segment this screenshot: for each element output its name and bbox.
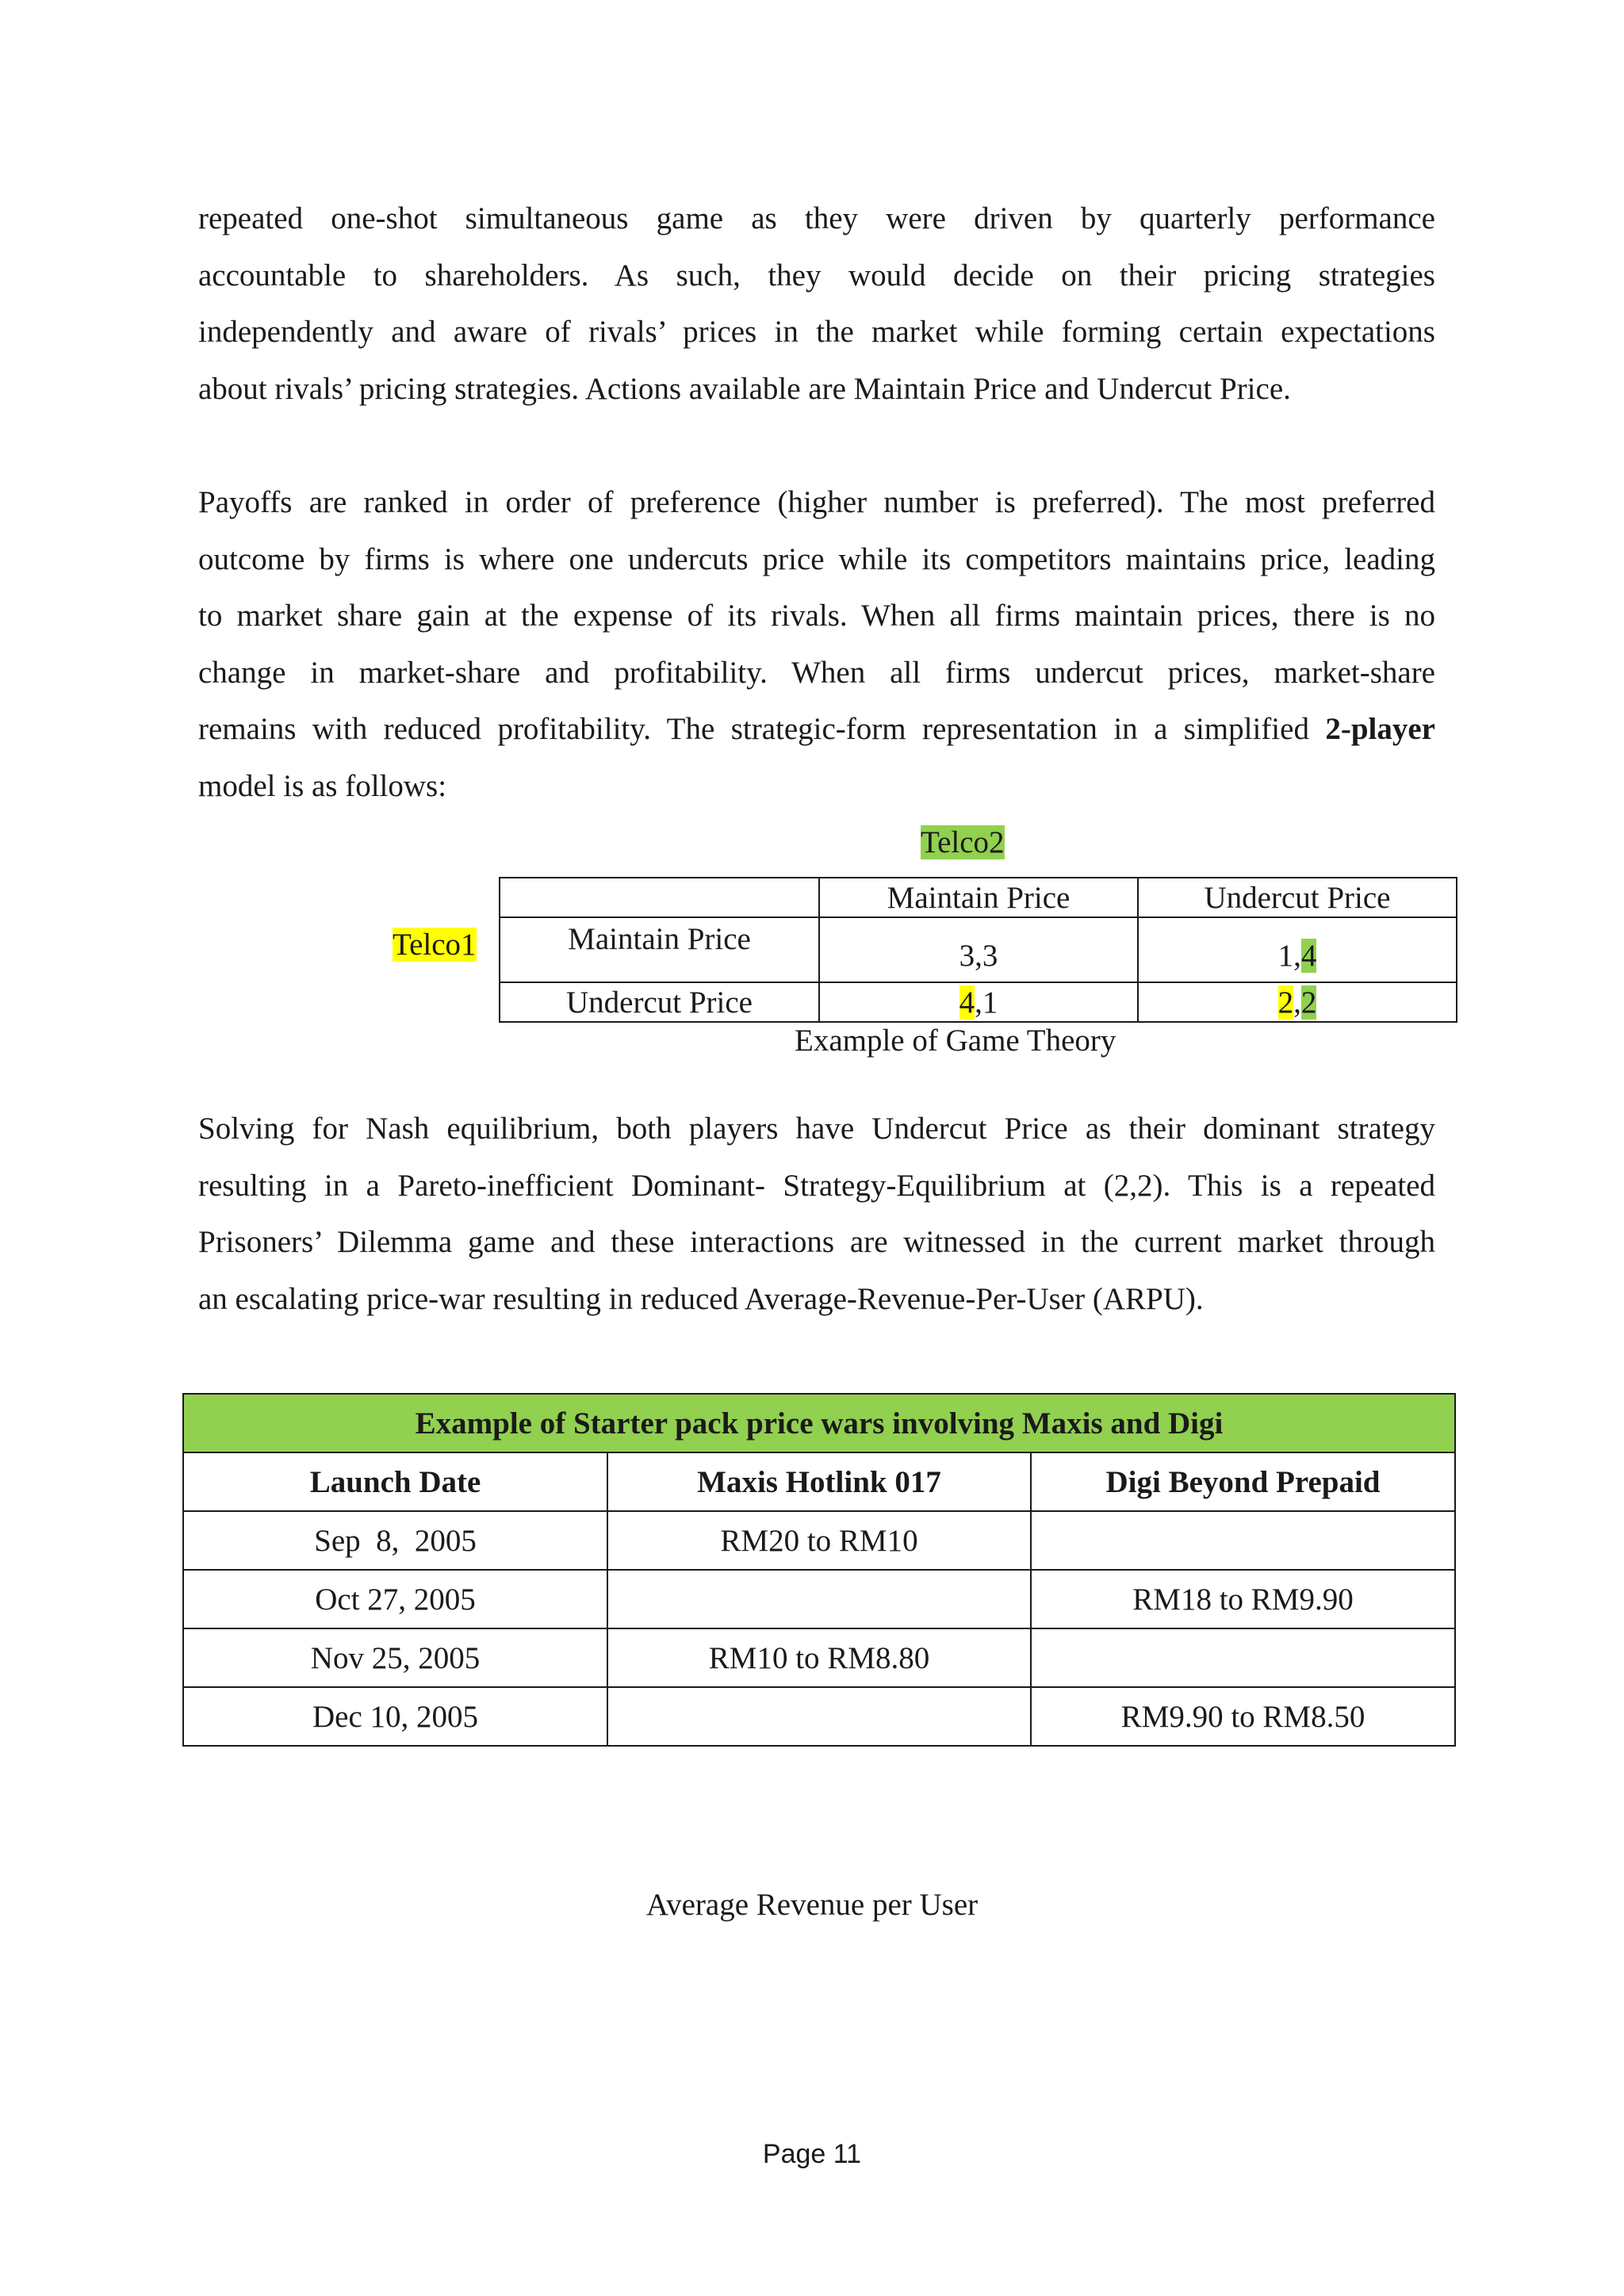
matrix-col-header: Maintain Price: [819, 878, 1138, 917]
payoff-comma: ,: [975, 938, 982, 973]
digi-cell: RM9.90 to RM8.50: [1031, 1687, 1455, 1746]
telco1-label: Telco1: [393, 928, 477, 962]
matrix-corner-cell: [500, 878, 819, 917]
maxis-cell: [607, 1687, 1031, 1746]
paragraph-payoffs: [198, 474, 1435, 814]
text-line: an escalating price-war resulting in reduced Average-Revenue-Per-User (ARPU).: [198, 1281, 1204, 1316]
starter-pack-table: [182, 1393, 1456, 1747]
text-line: to market share gain at the expense of its rivals. When all firms maintain prices, there is no: [198, 599, 1435, 633]
paragraph-nash: [198, 1100, 1435, 1327]
digi-cell: [1031, 1511, 1455, 1570]
table-row: [183, 1570, 1455, 1628]
payoff-telco1: 1: [1277, 938, 1294, 973]
payoff-cell: [1138, 982, 1457, 1022]
payoff-comma: ,: [1293, 938, 1301, 973]
text-line: Prisoners’ Dilemma game and these interactions are witnessed in the current market through: [198, 1225, 1435, 1259]
payoff-telco2-best: 2: [1300, 985, 1317, 1020]
matrix-row-header: Maintain Price: [500, 917, 819, 982]
text-line: resulting in a Pareto-inefficient Dominant- Strategy-Equilibrium at (2,2). This is a repeated: [198, 1168, 1435, 1203]
matrix-header-row: [500, 878, 1457, 917]
matrix-row: [500, 982, 1457, 1022]
table-row: [183, 1687, 1455, 1746]
matrix-row-header: Undercut Price: [500, 982, 819, 1022]
table-row: [183, 1511, 1455, 1570]
matrix-col-header: Undercut Price: [1138, 878, 1457, 917]
text-line: Solving for Nash equilibrium, both players have Undercut Price as their dominant strategy: [198, 1112, 1435, 1146]
payoff-cell: [819, 982, 1138, 1022]
launch-date-cell: Oct 27, 2005: [183, 1570, 607, 1628]
bold-text: 2-player: [1325, 712, 1435, 746]
payoff-telco2: 1: [982, 985, 998, 1020]
payoff-comma: ,: [975, 985, 982, 1020]
launch-date-cell: Dec 10, 2005: [183, 1687, 607, 1746]
launch-date-cell: Nov 25, 2005: [183, 1628, 607, 1687]
payoff-comma: ,: [1293, 985, 1301, 1020]
text-line: change in market-share and profitability. When all firms undercut prices, market-share: [198, 655, 1435, 690]
arpu-heading: Average Revenue per User: [645, 1888, 979, 1922]
payoff-cell: [819, 917, 1138, 982]
table-title-row: [183, 1394, 1455, 1452]
digi-cell: RM18 to RM9.90: [1031, 1570, 1455, 1628]
game-theory-matrix: [499, 877, 1457, 1023]
maxis-cell: [607, 1570, 1031, 1628]
column-player-label: [921, 824, 1005, 862]
payoff-telco1-best: 4: [959, 985, 975, 1020]
payoff-telco1: 3: [959, 938, 975, 973]
payoff-telco1-best: 2: [1277, 985, 1294, 1020]
text-line: [198, 701, 1435, 758]
column-header: Digi Beyond Prepaid: [1031, 1452, 1455, 1511]
payoff-telco2-best: 4: [1300, 938, 1317, 973]
text-line: model is as follows:: [198, 768, 447, 803]
row-player-label: [393, 926, 477, 964]
matrix-caption: Example of Game Theory: [795, 1024, 1116, 1058]
matrix-row: [500, 917, 1457, 982]
column-header: Maxis Hotlink 017: [607, 1452, 1031, 1511]
table-header-row: [183, 1452, 1455, 1511]
maxis-cell: RM10 to RM8.80: [607, 1628, 1031, 1687]
text-line: outcome by firms is where one undercuts price while its competitors maintains price, leading: [198, 541, 1435, 576]
text-line: accountable to shareholders. As such, they would decide on their pricing strategies: [198, 258, 1435, 293]
maxis-cell: RM20 to RM10: [607, 1511, 1031, 1570]
table-row: [183, 1628, 1455, 1687]
column-header: Launch Date: [183, 1452, 607, 1511]
text-line: Payoffs are ranked in order of preference (higher number is preferred). The most preferred: [198, 485, 1435, 519]
page-number: Page 11: [762, 2139, 862, 2169]
text-line: independently and aware of rivals’ prices in the market while forming certain expectations: [198, 315, 1435, 349]
payoff-telco2: 3: [982, 938, 998, 973]
text-segment: remains with reduced profitability. The strategic-form representation in a simplified: [198, 712, 1326, 746]
launch-date-cell: Sep 8, 2005: [183, 1511, 607, 1570]
payoff-cell: [1138, 917, 1457, 982]
text-line: repeated one-shot simultaneous game as they were driven by quarterly performance: [198, 201, 1435, 235]
table-title: Example of Starter pack price wars involving Maxis and Digi: [183, 1394, 1455, 1452]
digi-cell: [1031, 1628, 1455, 1687]
text-line: about rivals’ pricing strategies. Actions available are Maintain Price and Undercut Price.: [198, 371, 1291, 406]
telco2-label: Telco2: [921, 825, 1005, 859]
paragraph-intro: [198, 190, 1435, 417]
